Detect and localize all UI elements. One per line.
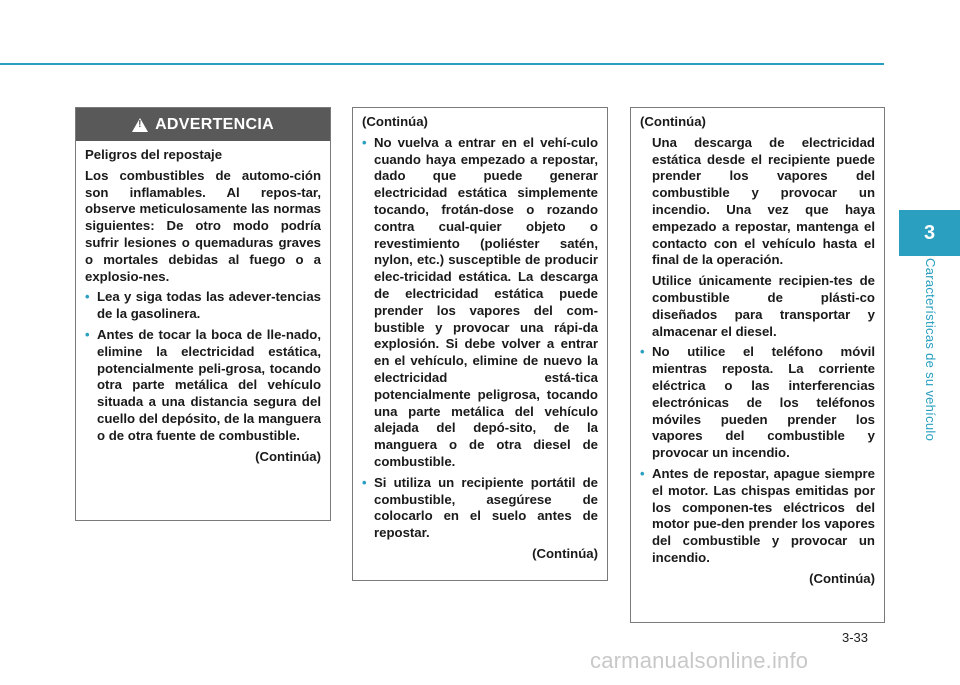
list-item (640, 466, 875, 567)
paragraph: Una descarga de electricidad estática desde el recipiente puede prender los vapores del combustible y provocar un incendio. Una vez que haya empezado a repostar, mantenga el contacto con el vehículo hasta el final de la operación. (652, 134, 875, 268)
list-item-text: No utilice el teléfono móvil mientras reposta. La corriente eléctrica o las interferencias electrónicas de los teléfonos móviles pueden prender los vapores del combustible y provocar un incendio. (652, 344, 875, 461)
list-item (362, 135, 598, 471)
warning-header-label: ADVERTENCIA (155, 115, 274, 133)
bullet-dot-icon: • (640, 344, 645, 360)
list-item-text: No vuelva a entrar en el vehí-culo cuando haya empezado a repostar, dado que puede generar electricidad estática simplemente tocando, frotán-dose o rozando contra cual-quier objeto o revestimiento (poliéster satén, nylon, etc.) susceptible de producir elec-tricidad estática. La descarga de electricidad estática puede prender los vapores del com-bustible y provocar una rápi-da explosión. Si debe volver a entrar en el vehículo, elimine de nuevo la electricidad está-tica potencialmente peligrosa, tocando una parte metálica del vehículo alejada del depó-sito, de la manguera o de otra diesel de combustible. (374, 134, 598, 469)
watermark[interactable]: carmanualsonline.info (590, 648, 809, 673)
continued-top-label: (Continúa) (362, 114, 428, 129)
continued-label: (Continúa) (809, 570, 875, 586)
continuation-content (631, 108, 884, 588)
warning-intro: Los combustibles de automo-ción son inflamables. Al repos-tar, observe meticulosamente las normas siguientes: De otro modo podría sufrir lesiones o quemaduras graves o mortales debidas al fuego o a explosio-nes. (85, 167, 321, 284)
chapter-title: Características de su vehículo (923, 258, 938, 442)
warning-triangle-icon (132, 118, 148, 132)
list-item-text: Antes de repostar, apague siempre el motor. Las chispas emitidas por los componen-tes eléctricos del motor pue-den prender los vapores del combustible y provocar un incendio. (652, 465, 875, 565)
continuation-content (353, 108, 607, 563)
warning-content (76, 141, 330, 465)
list-item (85, 327, 321, 445)
bullet-dot-icon: • (362, 134, 367, 150)
continued-label: (Continúa) (532, 545, 598, 561)
chapter-tab (899, 210, 960, 256)
continuation-box (630, 107, 885, 623)
list-item-text: Lea y siga todas las adever-tencias de la gasolinera. (97, 289, 321, 322)
paragraph: Utilice únicamente recipien-tes de combustible de plásti-co diseñados para transportar y almacenar el diesel. (652, 273, 875, 339)
list-item (640, 344, 875, 462)
top-rule (0, 63, 884, 65)
continuation-box (352, 107, 608, 581)
list-item-text: Si utiliza un recipiente portátil de combustible, asegúrese de colocarlo en el suelo antes de repostar. (374, 474, 598, 541)
list-item (362, 475, 598, 542)
page-number: 3-33 (842, 630, 869, 645)
bullet-dot-icon: • (85, 326, 90, 342)
warning-header (76, 108, 330, 141)
continued-top-label: (Continúa) (640, 114, 706, 129)
bullet-dot-icon: • (362, 474, 367, 490)
list-item-text: Antes de tocar la boca de lle-nado, elimine la electricidad estática, potencialmente peli-grosa, tocando otra parte metálica del vehículo situada a una distancia segura del cuello del depósito, de la manguera o de otra fuente de combustible. (97, 326, 321, 443)
continued-label: (Continúa) (255, 448, 321, 464)
list-item (85, 289, 321, 323)
warning-box (75, 107, 331, 521)
bullet-dot-icon: • (640, 465, 645, 481)
warning-title: Peligros del repostaje (85, 147, 223, 162)
bullet-dot-icon: • (85, 289, 90, 305)
chapter-number: 3 (923, 221, 936, 244)
